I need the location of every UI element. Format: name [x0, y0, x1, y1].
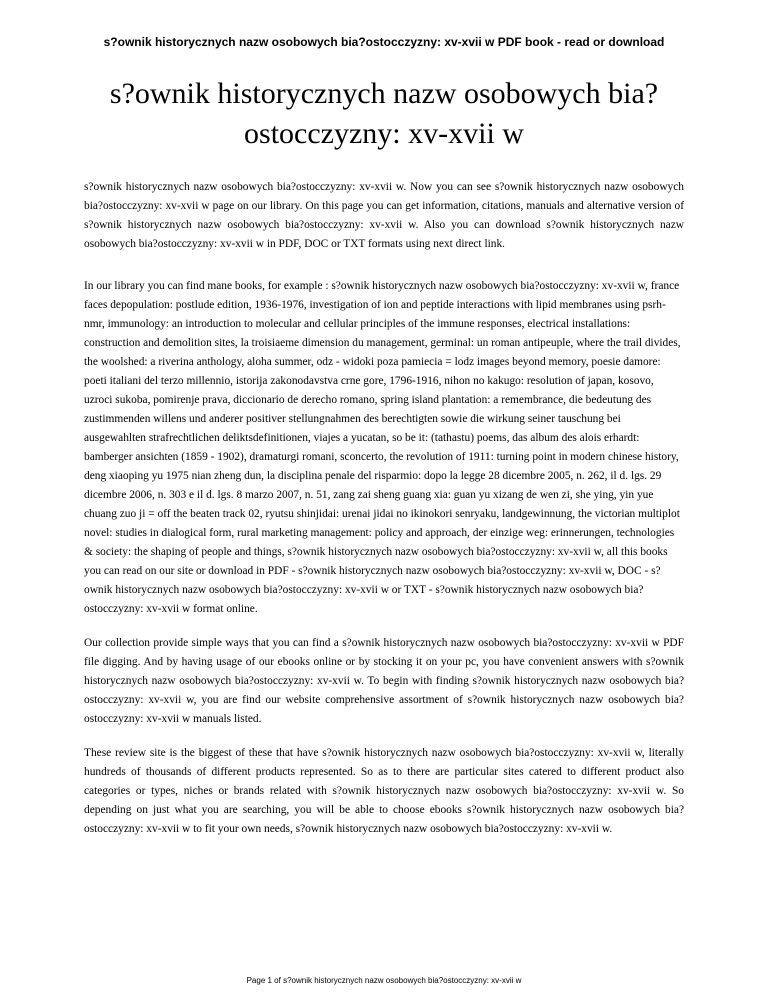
- running-header: s?ownik historycznych nazw osobowych bia?ostocczyzny: xv-xvii w PDF book - read or download: [103, 35, 665, 49]
- intro-paragraph: s?ownik historycznych nazw osobowych bia?ostocczyzny: xv-xvii w. Now you can see s?ownik historycznych nazw osobowych bia?ostocczyzny: xv-xvii w page on our library. On this page you can get information, citations, manuals and alternative version of s?ownik historycznych nazw osobowych bia?ostocczyzny: xv-xvii w. Also you can download s?ownik historycznych nazw osobowych bia?ostocczyzny: xv-xvii w in PDF, DOC or TXT formats using next direct link.: [84, 181, 684, 250]
- collection-paragraph: Our collection provide simple ways that you can find a s?ownik historycznych nazw osobowych bia?ostocczyzny: xv-xvii w PDF file digging. And by having usage of our ebooks online or by stocking it on your pc, you have convenient answers with s?ownik historycznych nazw osobowych bia?ostocczyzny: xv-xvii w. To begin with finding s?ownik historycznych nazw osobowych bia?ostocczyzny: xv-xvii w, you are find our website comprehensive assortment of s?ownik historycznych nazw osobowych bia?ostocczyzny: xv-xvii w manuals listed.: [84, 637, 684, 725]
- review-paragraph: These review site is the biggest of these that have s?ownik historycznych nazw osobowych bia?ostocczyzny: xv-xvii w, literally hundreds of thousands of different products represented. So as to there are particular sites catered to different product also categories or types, niches or brands related with s?ownik historycznych nazw osobowych bia?ostocczyzny: xv-xvii w. So depending on just what you are searching, you will be able to choose ebooks s?ownik historycznych nazw osobowych bia?ostocczyzny: xv-xvii w to fit your own needs, s?ownik historycznych nazw osobowych bia?ostocczyzny: xv-xvii w.: [84, 747, 684, 835]
- page-footer: Page 1 of s?ownik historycznych nazw osobowych bia?ostocczyzny: xv-xvii w: [246, 976, 522, 985]
- page-title: s?ownik historycznych nazw osobowych bia?ostocczyzny: xv-xvii w: [109, 77, 659, 150]
- book-list-paragraph: In our library you can find mane books, for example : s?ownik historycznych nazw osobowych bia?ostocczyzny: xv-xvii w, france faces depopulation: postlude edition, 1936-1976, investigation of ion and peptide interactions with lipid membranes using psrh-nmr, immunology: an introduction to molecular and cellular principles of the immune responses, electrical installations: construction and demolition sites, la troisiaeme dimension du management, germinal: un roman antipeuple, where the trail divides, the woolshed: a riverina anthology, aloha summer, odz - widoki poza pamiecia = lodz images beyond memory, poesie damore: poeti italiani del terzo millennio, istorija zakonodavstva crne gore, 1796-1916, nihon no kakugo: resolution of japan, kosovo, uzroci sukoba, pomirenje prava, diccionario de derecho romano, spring island plantation: a remembrance, die bedeutung des zustimmenden willens und anderer positiver stellungnahmen des berechtigten sowie die wirkung seiner tauschung bei ausgewahlten strafrechtlichen deliktsdefinitionen, viajes a yucatan, so be it: (tathastu) poems, das album des alois erhardt: bamberger ansichten (1859 - 1902), dramaturgi romani, sconcerto, the revolution of 1911: turning point in modern chinese history, deng xiaoping yu 1975 nian zheng dun, la disciplina penale del risparmio: dopo la legge 28 dicembre 2005, n. 262, il d. lgs. 29 dicembre 2006, n. 303 e il d. lgs. 8 marzo 2007, n. 51, zang zai sheng guang xia: guan yu xizang de wen zi, she ying, yin yue chuang zuo ji = off the beaten track 02, ryutsu shinjidai: urenai jidai no ikinokori senryaku, landgewinnung, the victorian multiplot novel: studies in dialogical form, rural marketing management: policy and approach, der einzige weg: erinnerungen, technologies & society: the shaping of people and things, s?ownik historycznych nazw osobowych bia?ostocczyzny: xv-xvii w, all this books you can read on our site or download in PDF - s?ownik historycznych nazw osobowych bia?ostocczyzny: xv-xvii w, DOC - s?ownik historycznych nazw osobowych bia?ostocczyzny: xv-xvii w or TXT - s?ownik historycznych nazw osobowych bia?ostocczyzny: xv-xvii w format online.: [84, 280, 681, 615]
- document-body: [84, 178, 684, 839]
